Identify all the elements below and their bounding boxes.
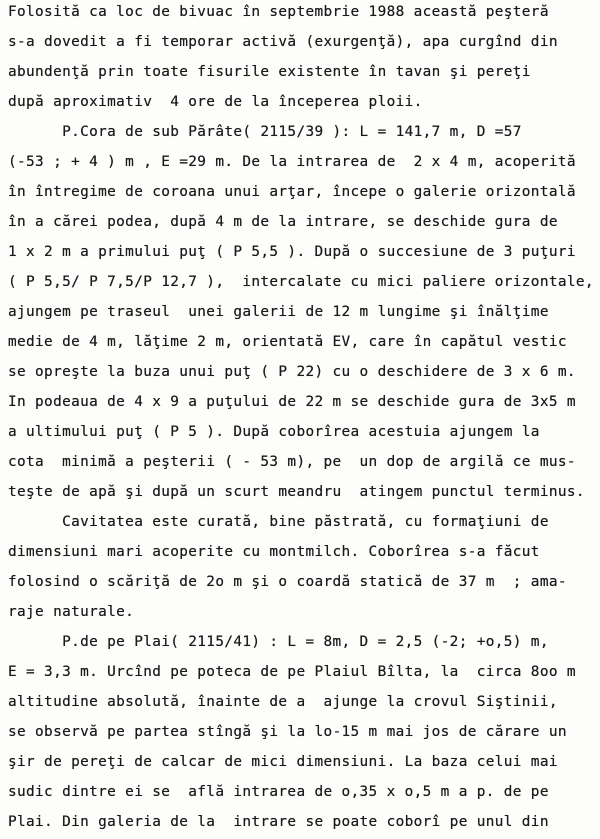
text-line-22: P.de pe Plai( 2115/41) : L = 8m, D = 2,5 (-2; +o,5) m, <box>8 634 549 650</box>
text-line-20: folosind o scăriţă de 2o m şi o coardă statică de 37 m ; ama- <box>8 574 567 590</box>
text-line-23: E = 3,3 m. Urcînd pe poteca de pe Plaiul Bîlta, la circa 8oo m <box>8 664 576 680</box>
text-line-25: se observă pe partea stîngă şi la lo-15 m mai jos de cărare un <box>8 724 567 740</box>
text-line-7: în întregime de coroana unui arţar, începe o galerie orizontală <box>8 184 576 200</box>
text-line-16: cota minimă a peşterii ( - 53 m), pe un dop de argilă ce mus- <box>8 454 576 470</box>
text-line-8: în a cărei podea, după 4 m de la intrare, se deschide gura de <box>8 214 558 230</box>
text-line-11: ajungem pe traseul unei galerii de 12 m lungime şi înălţime <box>8 304 549 320</box>
text-line-26: şir de pereţi de calcar de mici dimensiuni. La baza celui mai <box>8 754 558 770</box>
text-line-18: Cavitatea este curată, bine păstrată, cu formaţiuni de <box>8 514 549 530</box>
text-line-15: a ultimului puţ ( P 5 ). După coborîrea acestuia ajungem la <box>8 424 540 440</box>
text-line-2: s-a dovedit a fi temporar activă (exurgenţă), apa curgînd din <box>8 34 558 50</box>
text-line-19: dimensiuni mari acoperite cu montmilch. Coborîrea s-a făcut <box>8 544 540 560</box>
text-line-1: Folosită ca loc de bivuac în septembrie 1988 această peşteră <box>8 4 549 20</box>
text-line-6: (-53 ; + 4 ) m , E =29 m. De la intrarea de 2 x 4 m, acoperită <box>8 154 576 170</box>
text-line-27: sudic dintre ei se află intrarea de o,35 x o,5 m a p. de pe <box>8 784 549 800</box>
text-line-5: P.Cora de sub Părâte( 2115/39 ): L = 141,7 m, D =57 <box>8 124 522 140</box>
text-line-14: In podeaua de 4 x 9 a puţului de 22 m se deschide gura de 3x5 m <box>8 394 576 410</box>
text-line-28: Plai. Din galeria de la intrare se poate coborî pe unul din <box>8 814 549 830</box>
text-line-3: abundenţă prin toate fisurile existente în tavan şi pereţi <box>8 64 531 80</box>
text-line-4: după aproximativ 4 ore de la începerea ploii. <box>8 94 423 110</box>
text-line-17: teşte de apă şi după un scurt meandru atingem punctul terminus. <box>8 484 585 500</box>
text-line-9: 1 x 2 m a primului puţ ( P 5,5 ). După o succesiune de 3 puţuri <box>8 244 576 260</box>
text-line-10: ( P 5,5/ P 7,5/P 12,7 ), intercalate cu mici paliere orizontale, <box>8 274 594 290</box>
text-line-12: medie de 4 m, lăţime 2 m, orientată EV, care în capătul vestic <box>8 334 567 350</box>
text-line-21: raje naturale. <box>8 604 135 620</box>
text-line-24: altitudine absolută, înainte de a ajunge la crovul Siştinii, <box>8 694 558 710</box>
text-line-13: se opreşte la buza unui puţ ( P 22) cu o deschidere de 3 x 6 m. <box>8 364 576 380</box>
